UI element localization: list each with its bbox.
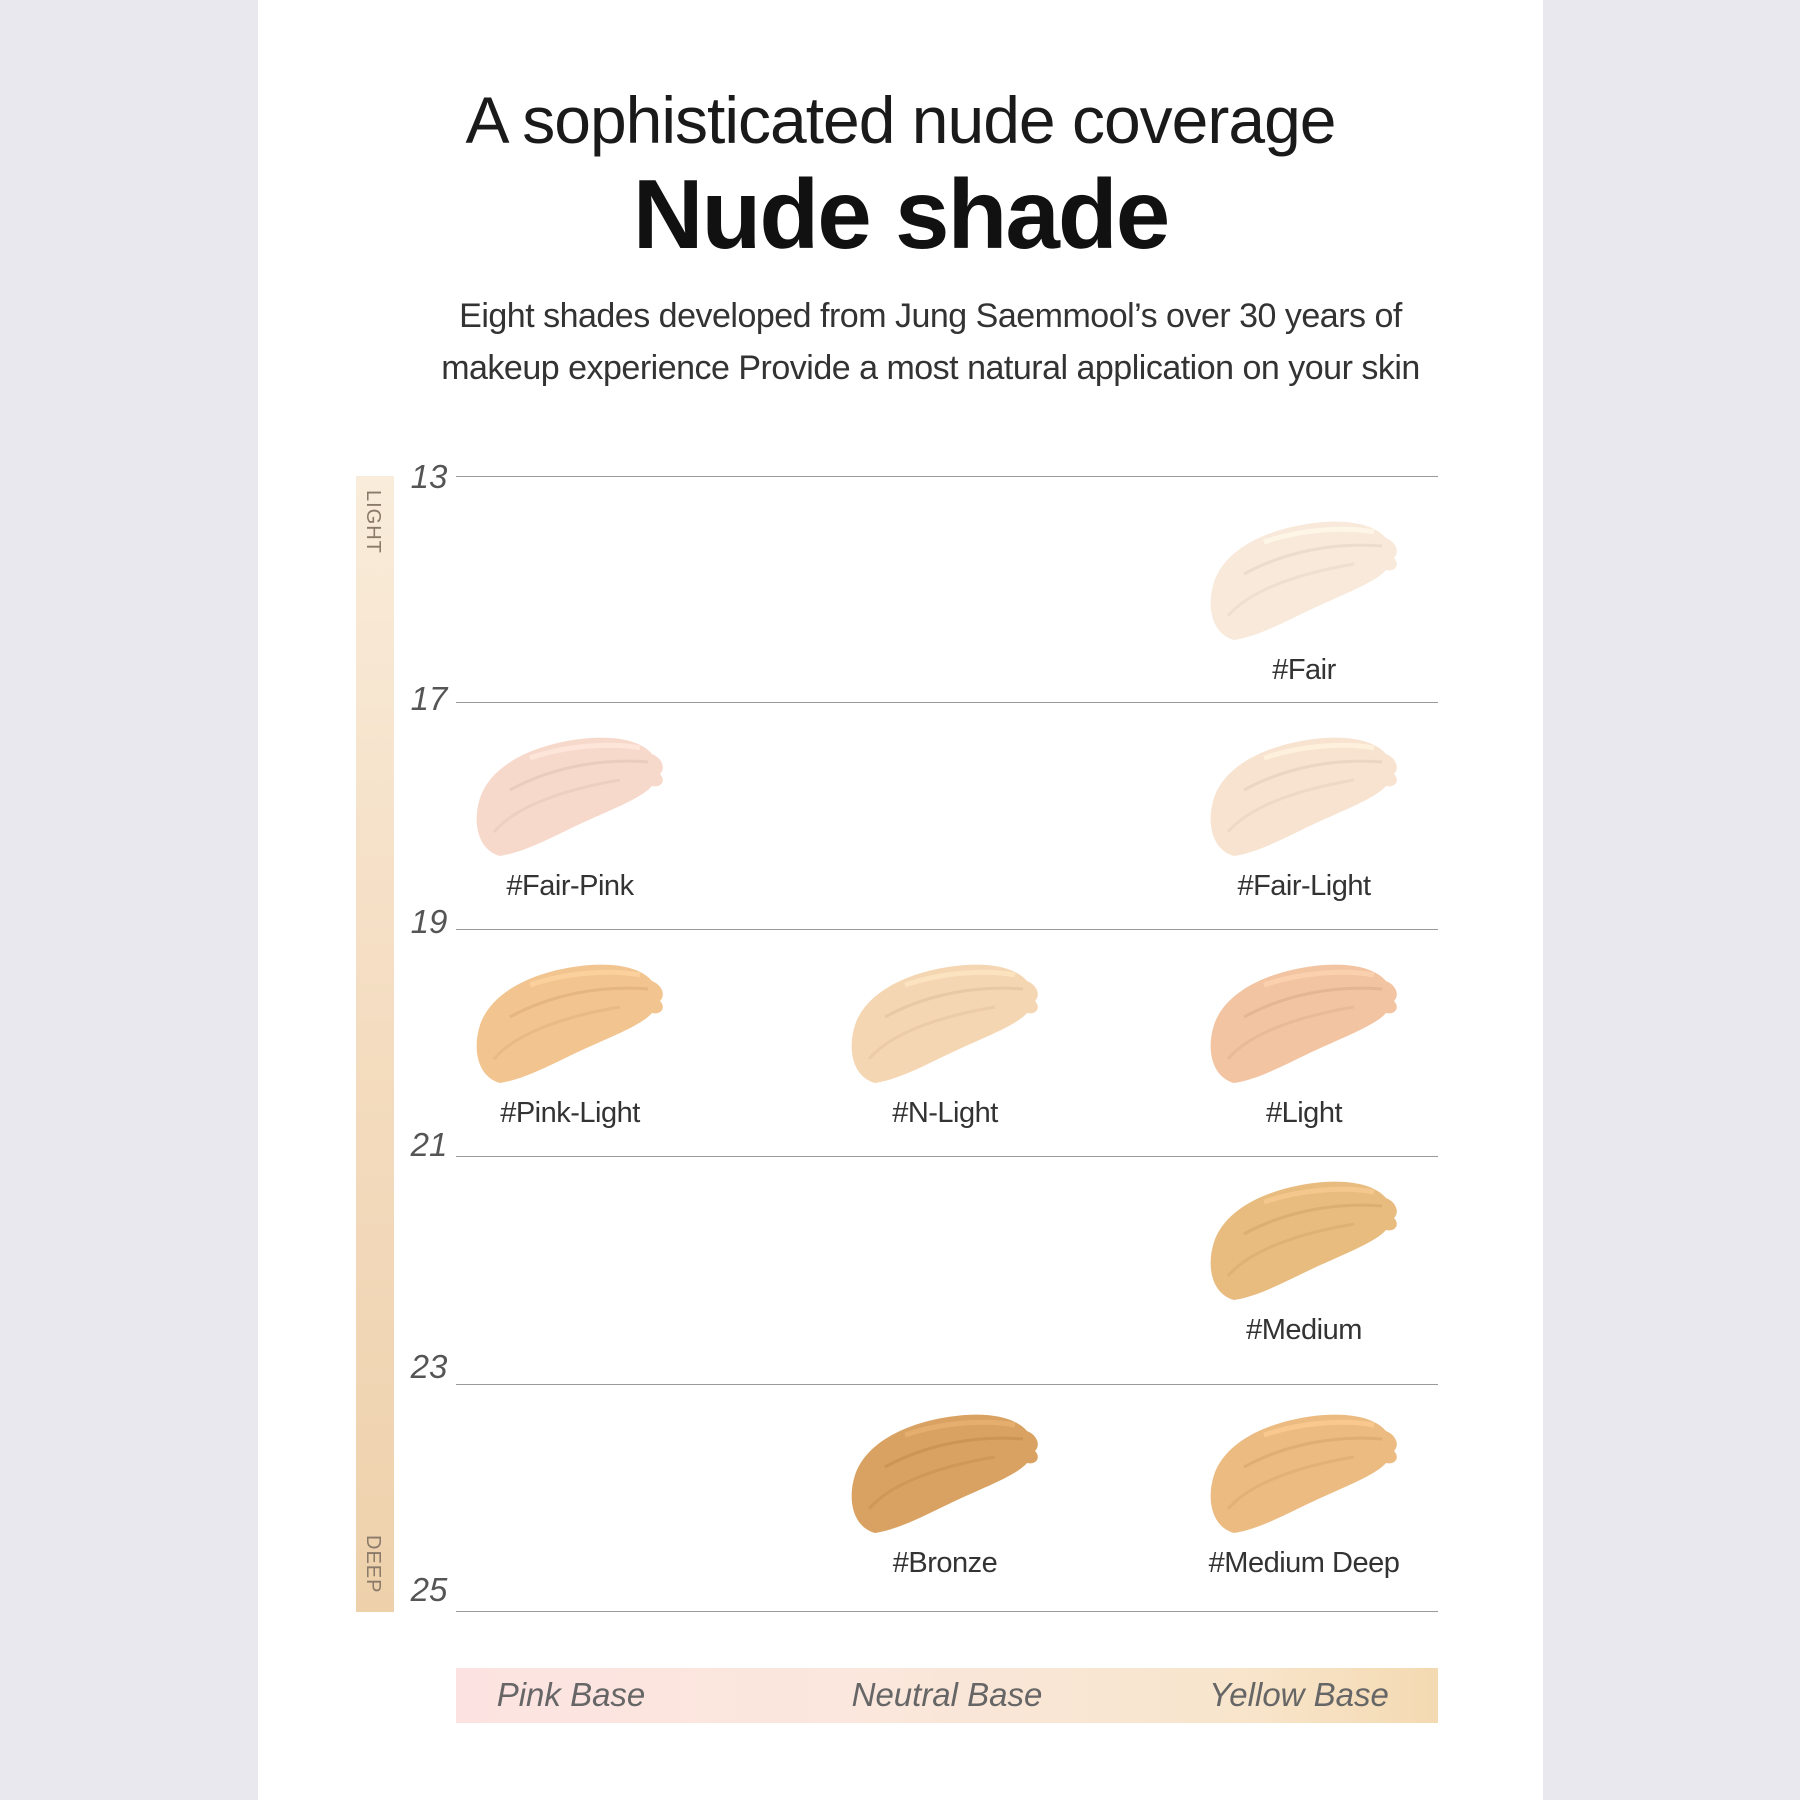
shade-swatch-fair[interactable]: [1204, 512, 1404, 687]
grid-line: [456, 702, 1438, 703]
description-line: Eight shades developed from Jung Saemmool’s over 30 years of: [459, 297, 1402, 335]
grid-line: [456, 1156, 1438, 1157]
swatch-fill: [1211, 738, 1397, 856]
grid-line: [456, 1384, 1438, 1385]
shade-swatch-fair-light[interactable]: [1204, 728, 1404, 903]
scale-deep-label: DEEP: [362, 1535, 384, 1594]
neutral-base-label: Neutral Base: [851, 1676, 1043, 1713]
swatch-fill: [852, 965, 1038, 1083]
yellow-base-label: Yellow Base: [1209, 1676, 1389, 1713]
scale-light-label: LIGHT: [362, 490, 384, 554]
tick-label: 19: [410, 903, 448, 940]
shade-swatch-n-light[interactable]: [845, 955, 1045, 1130]
shade-label: #N-Light: [892, 1097, 998, 1129]
description-line: makeup experience Provide a most natural application on your skin: [441, 349, 1420, 387]
shade-label: #Pink-Light: [500, 1097, 640, 1129]
tick-label: 23: [410, 1348, 448, 1385]
description: [388, 290, 1473, 394]
shade-label: #Fair: [1272, 654, 1336, 686]
shade-swatch-bronze[interactable]: [845, 1405, 1045, 1580]
shade-label: #Fair-Pink: [506, 870, 634, 902]
headline: A sophisticated nude coverage: [465, 83, 1336, 157]
tone-scale-bar: [356, 476, 394, 1612]
swatch-smear: [1204, 1405, 1404, 1545]
shade-label: #Medium Deep: [1208, 1547, 1400, 1579]
swatch-smear: [1204, 955, 1404, 1095]
grid-line: [456, 1611, 1438, 1612]
grid-line: [456, 929, 1438, 930]
tick-label: 21: [410, 1126, 448, 1163]
swatch-fill: [477, 738, 663, 856]
swatch-smear: [470, 955, 670, 1095]
swatch-fill: [1211, 522, 1397, 640]
swatch-fill: [1211, 965, 1397, 1083]
shade-label: #Light: [1265, 1097, 1342, 1129]
swatch-fill: [477, 965, 663, 1083]
grid-line: [456, 476, 1438, 477]
swatch-smear: [470, 728, 670, 868]
shade-swatch-medium-deep[interactable]: [1204, 1405, 1404, 1580]
shade-label: #Bronze: [892, 1547, 998, 1579]
swatch-smear: [1204, 512, 1404, 652]
shade-label: #Fair-Light: [1237, 870, 1371, 902]
tick-label: 13: [410, 458, 448, 495]
shade-swatch-fair-pink[interactable]: [470, 728, 670, 903]
swatch-smear: [845, 1405, 1045, 1545]
product-card: [258, 0, 1543, 1800]
swatch-smear: [1204, 1172, 1404, 1312]
shade-swatch-pink-light[interactable]: [470, 955, 670, 1130]
shade-label: #Medium: [1246, 1314, 1362, 1346]
pink-base-label: Pink Base: [496, 1676, 646, 1713]
tick-label: 25: [410, 1571, 448, 1608]
swatch-fill: [1211, 1182, 1397, 1300]
tick-label: 17: [410, 680, 448, 717]
shade-swatch-medium[interactable]: [1204, 1172, 1404, 1347]
base-legend-bar: [456, 1668, 1438, 1723]
page-title: Nude shade: [632, 159, 1169, 269]
swatch-fill: [1211, 1415, 1397, 1533]
swatch-smear: [1204, 728, 1404, 868]
shade-swatch-light[interactable]: [1204, 955, 1404, 1130]
swatch-smear: [845, 955, 1045, 1095]
swatch-fill: [852, 1415, 1038, 1533]
